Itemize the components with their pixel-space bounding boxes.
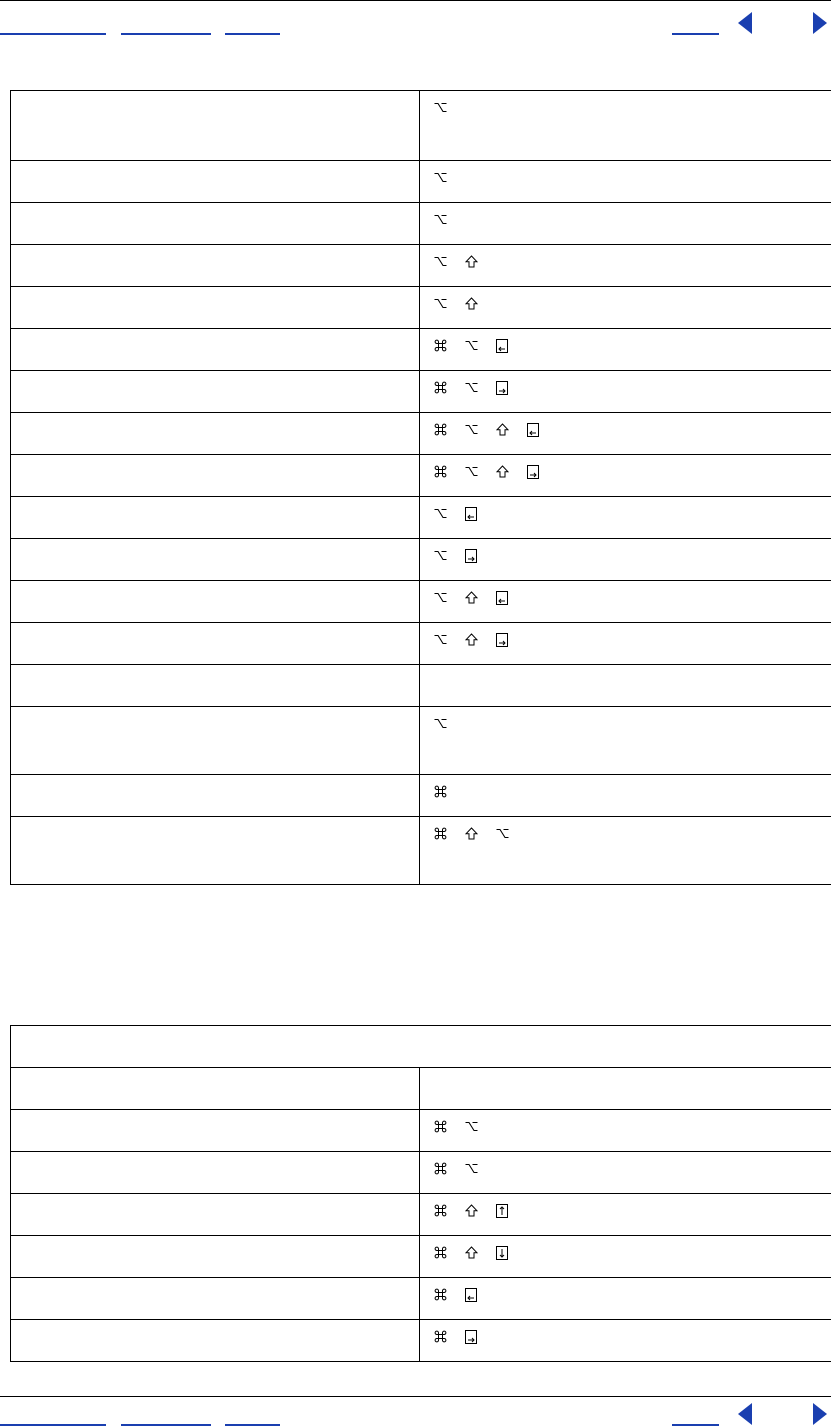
shortcut-cell [420,1110,831,1152]
shortcut-cell [420,539,831,581]
shortcut-cell [420,371,831,413]
action-cell [11,707,420,775]
action-cell [11,455,420,497]
shortcut-cell [420,1278,831,1320]
action-cell [11,413,420,455]
command-key-icon [434,423,447,436]
table-row [11,287,831,329]
action-cell [11,371,420,413]
command-key-icon [434,1162,447,1175]
shortcut-cell [420,817,831,885]
action-cell [11,1194,420,1236]
shortcut-cell [420,707,831,775]
action-cell [11,1236,420,1278]
shortcut-cell [420,455,831,497]
action-cell [11,1278,420,1320]
key-combination [420,1236,831,1260]
left-arrow-key-icon [496,339,508,353]
key-combination [420,665,831,689]
key-combination [420,1152,831,1176]
shortcut-cell [420,497,831,539]
table-row [11,455,831,497]
table-row [11,203,831,245]
key-combination [420,91,831,115]
table-row [11,581,831,623]
command-key-icon [434,465,447,478]
shortcut-cell [420,329,831,371]
command-key-icon [434,1330,447,1343]
table-2-header-row [11,1026,831,1068]
command-key-icon [434,339,447,352]
right-arrow-key-icon [527,465,539,479]
key-combination [420,581,831,605]
shortcut-cell [420,1236,831,1278]
right-arrow-key-icon [496,381,508,395]
bottom-next-page-button[interactable] [813,1403,827,1425]
key-combination [420,1278,831,1302]
shift-key-icon [465,827,478,840]
table-row [11,1152,831,1194]
key-combination [420,161,831,185]
option-key-icon [496,827,509,840]
table-row [11,817,831,885]
left-arrow-key-icon [496,591,508,605]
shortcut-cell [420,413,831,455]
table-row [11,161,831,203]
action-cell [11,1152,420,1194]
table-row [11,497,831,539]
command-key-icon [434,1288,447,1301]
key-combination [420,203,831,227]
table-row [11,1236,831,1278]
option-key-icon [465,381,478,394]
key-combination [420,1194,831,1218]
shortcut-cell [420,581,831,623]
table-row [11,775,831,817]
shift-key-icon [465,255,478,268]
key-combination [420,1320,831,1344]
shift-key-icon [465,1204,478,1217]
bottom-rule [0,1396,831,1397]
option-key-icon [465,339,478,352]
option-key-icon [434,255,447,268]
key-combination [420,539,831,563]
key-combination [420,623,831,647]
right-arrow-key-icon [465,549,477,563]
next-page-button[interactable] [813,12,827,34]
shift-key-icon [465,591,478,604]
table-row [11,1320,831,1362]
key-combination [420,707,831,731]
shortcut-cell [420,623,831,665]
option-key-icon [434,507,447,520]
command-key-icon [434,827,447,840]
shift-key-icon [496,423,509,436]
action-cell [11,203,420,245]
shortcut-cell [420,775,831,817]
table-row [11,1278,831,1320]
shift-key-icon [496,465,509,478]
shortcut-table-1 [10,90,831,885]
table-row [11,413,831,455]
nav-link-3[interactable] [225,33,280,35]
shortcut-cell [420,1194,831,1236]
down-arrow-key-icon [496,1246,508,1260]
key-combination [420,245,831,269]
table-row [11,91,831,161]
action-cell [11,775,420,817]
shortcut-cell [420,161,831,203]
nav-link-2[interactable] [121,33,211,35]
action-cell [11,581,420,623]
action-cell [11,329,420,371]
column-header-action [11,1068,420,1110]
option-key-icon [434,549,447,562]
table-row [11,623,831,665]
option-key-icon [434,297,447,310]
nav-link-1[interactable] [0,33,106,35]
command-key-icon [434,1204,447,1217]
option-key-icon [434,213,447,226]
top-rule [0,0,831,1]
command-key-icon [434,1246,447,1259]
option-key-icon [465,1162,478,1175]
left-arrow-key-icon [465,1288,477,1302]
table-row [11,1194,831,1236]
option-key-icon [465,465,478,478]
action-cell [11,539,420,581]
action-cell [11,287,420,329]
option-key-icon [434,101,447,114]
table-row [11,1110,831,1152]
shortcut-cell [420,91,831,161]
bottom-prev-page-button[interactable] [738,1403,752,1425]
right-arrow-key-icon [496,633,508,647]
table-row [11,329,831,371]
prev-page-button[interactable] [738,12,752,34]
table-row [11,707,831,775]
action-cell [11,497,420,539]
table-2-title-cell [11,1026,831,1068]
shift-key-icon [465,633,478,646]
shortcut-cell [420,203,831,245]
table-row [11,245,831,287]
action-cell [11,161,420,203]
shortcut-table-2 [10,1025,831,1362]
action-cell [11,1110,420,1152]
option-key-icon [434,591,447,604]
key-combination [420,1110,831,1134]
shortcut-cell [420,665,831,707]
table-row [11,539,831,581]
shift-key-icon [465,297,478,310]
option-key-icon [434,171,447,184]
shortcut-cell [420,287,831,329]
left-arrow-key-icon [465,507,477,521]
command-key-icon [434,381,447,394]
column-header-shortcut [420,1068,831,1110]
nav-link-4[interactable] [672,33,719,35]
key-combination [420,455,831,479]
action-cell [11,623,420,665]
key-combination [420,329,831,353]
left-arrow-key-icon [527,423,539,437]
command-key-icon [434,1120,447,1133]
key-combination [420,497,831,521]
option-key-icon [465,423,478,436]
command-key-icon [434,785,447,798]
table-2-column-header-row [11,1068,831,1110]
action-cell [11,91,420,161]
action-cell [11,665,420,707]
right-arrow-key-icon [465,1330,477,1344]
key-combination [420,413,831,437]
up-arrow-key-icon [496,1204,508,1218]
action-cell [11,817,420,885]
key-combination [420,287,831,311]
table-row [11,665,831,707]
option-key-icon [434,633,447,646]
option-key-icon [465,1120,478,1133]
shortcut-cell [420,1152,831,1194]
action-cell [11,1320,420,1362]
shift-key-icon [465,1246,478,1259]
action-cell [11,245,420,287]
option-key-icon [434,717,447,730]
key-combination [420,371,831,395]
key-combination [420,775,831,799]
shortcut-cell [420,1320,831,1362]
key-combination [420,817,831,841]
table-row [11,371,831,413]
shortcut-cell [420,245,831,287]
